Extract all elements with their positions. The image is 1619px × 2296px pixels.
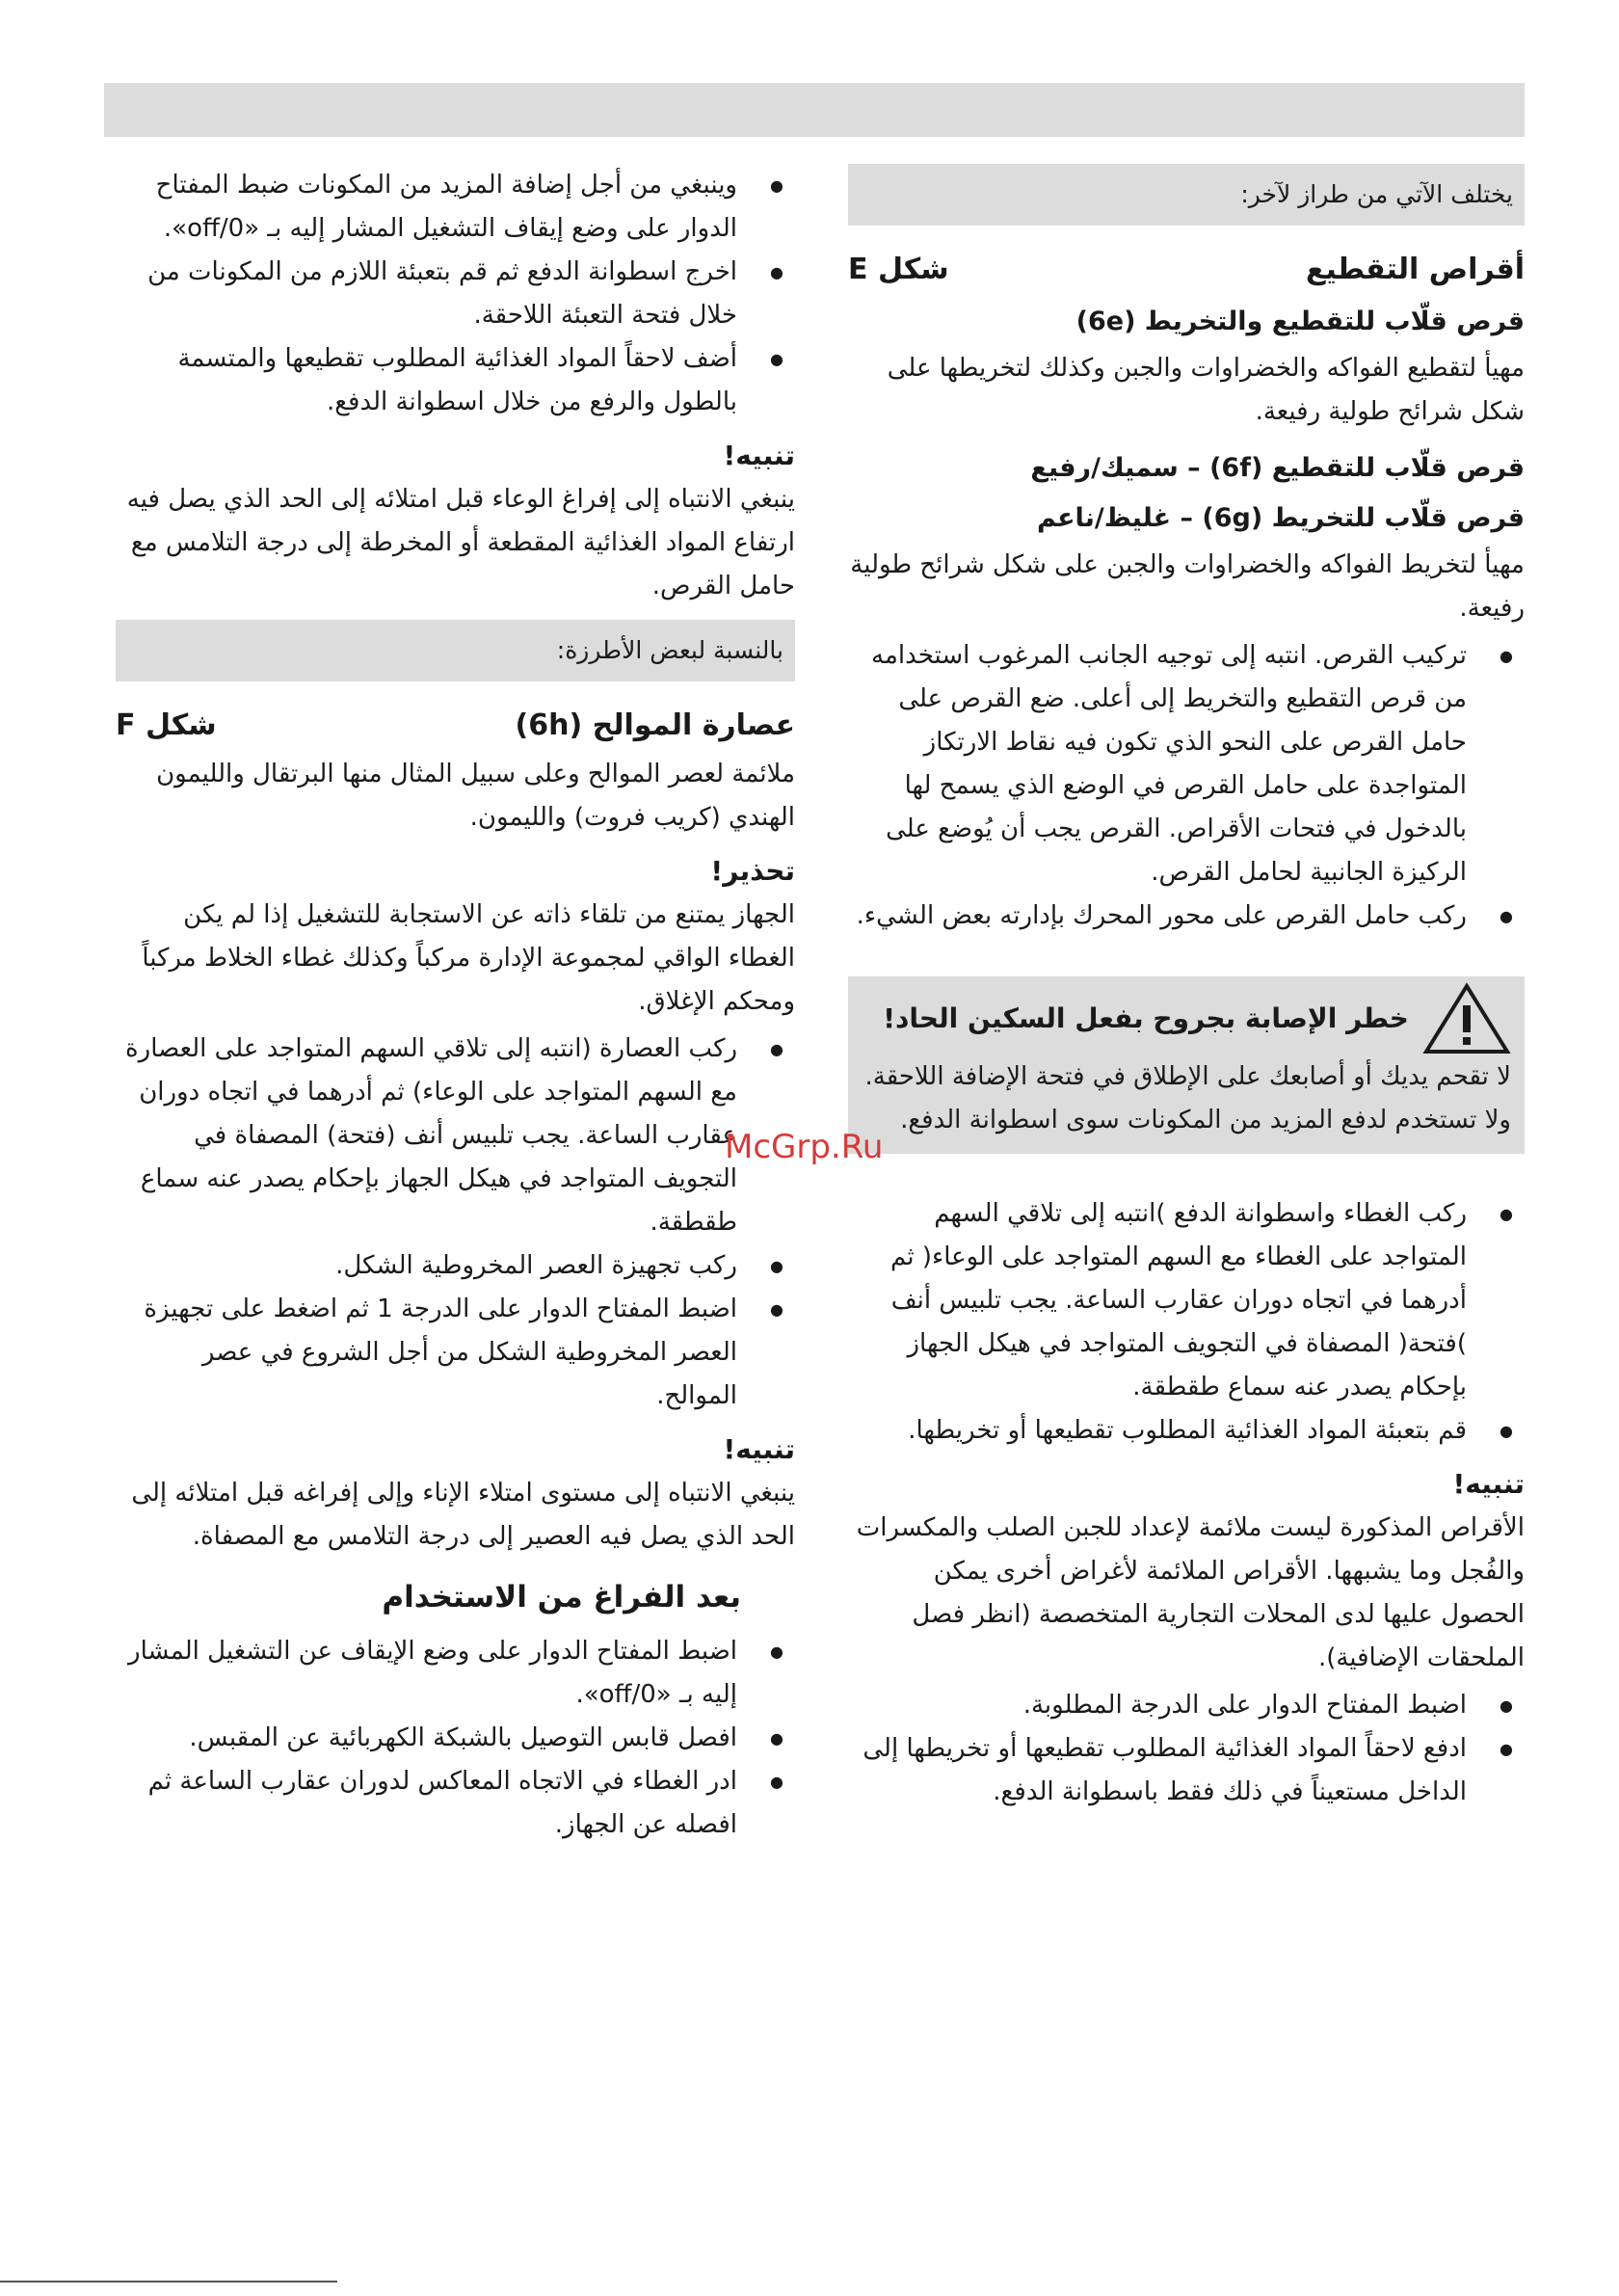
models-bar: بالنسبة لبعض الأطرزة: bbox=[116, 620, 795, 681]
note-text: الأقراص المذكورة ليست ملائمة لإعداد للجبن الصلب والمكسرات والفُجل وما يشبهها. الأقراص الملائمة لأغراض أخرى يمكن الحصول عليها لدى المحلات التجارية المتخصصة (انظر فصل الملحقات الإضافية). bbox=[856, 1513, 1525, 1672]
discs-title: أقراص التقطيع bbox=[1305, 253, 1525, 286]
disc-6f-title: قرص قلّاب للتقطيع (6f) – سميك/رفيع bbox=[1030, 453, 1525, 483]
list-item: ● ادر الغطاء في الاتجاه المعاكس لدوران عقارب الساعة ثم افصله عن الجهاز. bbox=[116, 1760, 795, 1847]
warning-text: لا تقحم يديك أو أصابعك على الإطلاق في فتحة الإضافة اللاحقة. ولا تستخدم لدفع المزيد من المكونات سوى اسطوانة الدفع. bbox=[864, 1062, 1511, 1135]
operation-list bbox=[848, 1684, 1525, 1814]
note-title: تنبيه! bbox=[1452, 1468, 1525, 1500]
disc-6e-title: قرص قلّاب للتقطيع والتخريط (6e) bbox=[1075, 307, 1525, 336]
warning-box bbox=[848, 976, 1525, 1154]
list-item: ● ركب الغطاء واسطوانة الدفع )انتبه إلى تلاقي السهم المتواجد على الغطاء مع السهم المتواجد على الوعاء( ثم أدرهما في اتجاه دوران عقارب الساعة. يجب تلبيس أنف )فتحة( المصفاة في التجويف المتواجد في هيكل الجهاز بإحكام يصدر عنه سماع طقطقة. bbox=[848, 1192, 1525, 1409]
left-column bbox=[116, 164, 795, 1851]
after-use-list bbox=[116, 1630, 795, 1847]
list-item: ● ركب العصارة (انتبه إلى تلاقي السهم المتواجد على العصارة مع السهم المتواجد على الوعاء) ثم أدرهما في اتجاه دوران عقارب الساعة. يجب تلبيس أنف (فتحة) المصفاة في التجويف المتواجد في هيكل الجهاز بإحكام يصدر عنه سماع طقطقة. bbox=[116, 1028, 795, 1244]
list-item: ● ركب تجهيزة العصر المخروطية الشكل. bbox=[116, 1244, 795, 1288]
caution-title: تحذير! bbox=[710, 855, 795, 887]
note-text: ينبغي الانتباه إلى مستوى امتلاء الإناء وإلى إفراغه قبل امتلائه إلى الحد الذي يصل فيه العصير إلى درجة التلامس مع المصفاة. bbox=[131, 1479, 795, 1551]
figure-e-label: شكل E bbox=[848, 253, 949, 286]
warning-title: خطر الإصابة بجروح بفعل السكين الحاد! bbox=[883, 1002, 1409, 1034]
list-item: ● قم بتعبئة المواد الغذائية المطلوب تقطيعها أو تخريطها. bbox=[848, 1409, 1525, 1453]
after-use-title: بعد الفراغ من الاستخدام bbox=[382, 1580, 741, 1615]
list-item: ● وينبغي من أجل إضافة المزيد من المكونات ضبط المفتاح الدوار على وضع إيقاف التشغيل المشار إليه بـ «off/0». bbox=[116, 164, 795, 251]
disc-assembly-list bbox=[848, 634, 1525, 938]
figure-f-label: شكل F bbox=[116, 708, 217, 742]
juicer-steps-list bbox=[116, 1028, 795, 1418]
list-item: ● اضبط المفتاح الدوار على وضع الإيقاف عن التشغيل المشار إليه بـ «off/0». bbox=[116, 1630, 795, 1717]
list-item: ● تركيب القرص. انتبه إلى توجيه الجانب المرغوب استخدامه من قرص التقطيع والتخريط إلى أعلى. ضع القرص على حامل القرص على النحو الذي تكون فيه نقاط الارتكاز المتواجدة على حامل القرص في الوضع الذي يسمح لها بالدخول في فتحات الأقراص. القرص يجب أن يُوضع على الركيزة الجانبية لحامل القرص. bbox=[848, 634, 1525, 894]
watermark: McGrp.Ru bbox=[725, 1128, 884, 1166]
list-item: ● أضف لاحقاً المواد الغذائية المطلوب تقطيعها والمتسمة بالطول والرفع من خلال اسطوانة الدفع. bbox=[116, 337, 795, 424]
note-text: ينبغي الانتباه إلى إفراغ الوعاء قبل امتلائه إلى الحد الذي يصل فيه ارتفاع المواد الغذائية المقطعة أو المخرطة إلى درجة التلامس مع حامل القرص. bbox=[126, 485, 795, 601]
warning-heading bbox=[862, 982, 1511, 1055]
list-item: ● اضبط المفتاح الدوار على الدرجة 1 ثم اضغط على تجهيزة العصر المخروطية الشكل من أجل الشروع في عصر الموالح. bbox=[116, 1288, 795, 1418]
note-title: تنبيه! bbox=[723, 440, 795, 471]
disc-6g-text: مهيأ لتخريط الفواكه والخضراوات والجبن على شكل شرائح طولية رفيعة. bbox=[850, 550, 1525, 623]
header-bar bbox=[104, 83, 1525, 137]
juicer-title: عصارة الموالح (6h) bbox=[515, 708, 795, 742]
note-title: تنبيه! bbox=[723, 1433, 795, 1465]
list-item: ● ركب حامل القرص على محور المحرك بإدارته بعض الشيء. bbox=[848, 894, 1525, 938]
right-column bbox=[848, 164, 1525, 1818]
models-note-bar: يختلف الآتي من طراز لآخر: bbox=[848, 164, 1525, 226]
caution-text: الجهاز يمتنع من تلقاء ذاته عن الاستجابة للتشغيل إذا لم يكن الغطاء الواقي لمجموعة الإدارة مركباً وكذلك غطاء الخلاط مركباً ومحكم الإغلاق. bbox=[142, 900, 795, 1016]
warning-triangle-icon bbox=[1422, 982, 1511, 1055]
list-item: ● ادفع لاحقاً المواد الغذائية المطلوب تقطيعها أو تخريطها إلى الداخل مستعيناً في ذلك فقط باسطوانة الدفع. bbox=[848, 1727, 1525, 1814]
refill-list bbox=[116, 164, 795, 424]
lid-assembly-list bbox=[848, 1192, 1525, 1453]
juicer-heading bbox=[116, 699, 795, 753]
disc-6e-text: مهيأ لتقطيع الفواكه والخضراوات والجبن وكذلك لتخريطها على شكل شرائح طولية رفيعة. bbox=[887, 354, 1525, 426]
footer-rule bbox=[0, 2281, 337, 2283]
list-item: ● افصل قابس التوصيل بالشبكة الكهربائية عن المقبس. bbox=[116, 1717, 795, 1760]
list-item: ● اخرج اسطوانة الدفع ثم قم بتعبئة اللازم من المكونات من خلال فتحة التعبئة اللاحقة. bbox=[116, 251, 795, 337]
list-item: ● اضبط المفتاح الدوار على الدرجة المطلوبة. bbox=[848, 1684, 1525, 1727]
disc-6g-title: قرص قلّاب للتخريط (6g) – غليظ/ناعم bbox=[1036, 503, 1525, 533]
discs-heading bbox=[848, 243, 1525, 297]
juicer-text: ملائمة لعصر الموالح وعلى سبيل المثال منها البرتقال والليمون الهندي (كريب فروت) والليمون. bbox=[156, 760, 795, 832]
